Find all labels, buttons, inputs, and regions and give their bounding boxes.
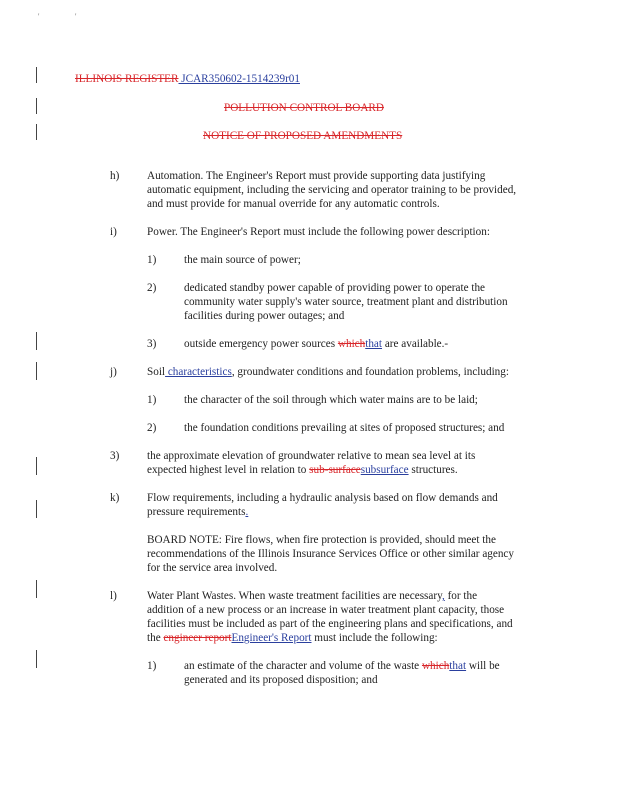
note-text: for the service area involved. bbox=[147, 562, 278, 574]
deleted-text: which bbox=[337, 338, 366, 350]
subitem-num: 3) bbox=[110, 450, 120, 462]
subitem-num: 2) bbox=[147, 282, 157, 294]
i2-line: facilities during power outages; and bbox=[184, 310, 345, 322]
item-label-l: l) bbox=[110, 590, 117, 602]
inserted-text: that bbox=[449, 660, 467, 672]
h-line: Automation. The Engineer's Report must provide supporting data justifying bbox=[147, 170, 486, 182]
h-line: and must provide for manual override for any automatic controls. bbox=[147, 198, 440, 210]
l1-line: generated and its proposed disposition; and bbox=[184, 674, 378, 686]
item-label-j: j) bbox=[110, 366, 117, 378]
inserted-text: , bbox=[441, 590, 445, 602]
subitem-num: 1) bbox=[147, 254, 157, 266]
deleted-text: sub-surface bbox=[309, 464, 361, 476]
board-note: BOARD NOTE: Fire flows, when fire protection is provided, should meet the bbox=[147, 534, 496, 546]
item-label-h: h) bbox=[110, 170, 120, 182]
l-post: for the bbox=[444, 590, 478, 602]
i-line: Power. The Engineer's Report must include the following power description: bbox=[147, 226, 490, 238]
register-deleted: ILLINOIS REGISTER bbox=[75, 73, 179, 85]
board-note bbox=[147, 561, 277, 576]
j2-line: the foundation conditions prevailing at sites of proposed structures; and bbox=[184, 422, 505, 434]
change-bar bbox=[36, 650, 37, 668]
l-line bbox=[147, 589, 477, 604]
inserted-text: Engineer's Report bbox=[231, 632, 312, 644]
l4-pre: the bbox=[147, 632, 164, 644]
j-post: , groundwater conditions and foundation problems, including: bbox=[231, 366, 509, 378]
item-label-i: i) bbox=[110, 226, 117, 238]
subitem-num: 2) bbox=[147, 422, 157, 434]
j-line bbox=[147, 365, 509, 380]
l-line: addition of a new process or an increase in water treatment plant capacity, those bbox=[147, 604, 505, 616]
l-line bbox=[147, 631, 438, 646]
change-bar bbox=[36, 457, 37, 475]
j-pre: Soil bbox=[147, 366, 166, 378]
scan-mark: ' bbox=[75, 12, 77, 21]
l1-pre: an estimate of the character and volume of the waste bbox=[184, 660, 422, 672]
inserted-text: subsurface bbox=[360, 464, 409, 476]
j3-line: the approximate elevation of groundwater relative to mean sea level at its bbox=[147, 450, 476, 462]
l1-line bbox=[184, 659, 500, 674]
change-bar bbox=[36, 580, 37, 598]
i3-post: are available.- bbox=[382, 338, 449, 350]
inserted-text: . bbox=[245, 506, 249, 518]
board-title: POLLUTION CONTROL BOARD bbox=[224, 102, 384, 114]
i3-pre: outside emergency power sources bbox=[184, 338, 338, 350]
l-line: facilities must be included as part of the engineering plans and specifications, and bbox=[147, 618, 513, 630]
scan-mark: ' bbox=[38, 12, 40, 21]
l4-post: must include the following: bbox=[311, 632, 438, 644]
j3-post: structures. bbox=[408, 464, 458, 476]
j1-line: the character of the soil through which water mains are to be laid; bbox=[184, 394, 478, 406]
change-bar bbox=[36, 362, 37, 380]
j3-pre: expected highest level in relation to bbox=[147, 464, 310, 476]
i3-line bbox=[184, 337, 448, 352]
inserted-text: characteristics bbox=[165, 366, 232, 378]
change-bar bbox=[36, 98, 37, 114]
k-line bbox=[147, 505, 248, 520]
register-line bbox=[75, 72, 300, 87]
i2-line: community water supply's water source, treatment plant and distribution bbox=[184, 296, 508, 308]
change-bar bbox=[36, 500, 37, 518]
deleted-text: which bbox=[421, 660, 450, 672]
deleted-text: engineer report bbox=[163, 632, 232, 644]
register-inserted: JCAR350602-1514239r01 bbox=[178, 73, 300, 85]
k-line: Flow requirements, including a hydraulic analysis based on flow demands and bbox=[147, 492, 498, 504]
j3-line bbox=[147, 463, 458, 478]
l1-post: will be bbox=[466, 660, 500, 672]
change-bar bbox=[36, 332, 37, 350]
l-pre: Water Plant Wastes. When waste treatment facilities are necessary bbox=[147, 590, 442, 602]
subitem-num: 3) bbox=[147, 338, 157, 350]
board-note: recommendations of the Illinois Insurance Services Office or other similar agency bbox=[147, 548, 514, 560]
k-text: pressure requirements bbox=[147, 506, 246, 518]
notice-title: NOTICE OF PROPOSED AMENDMENTS bbox=[203, 130, 403, 142]
change-bar bbox=[36, 67, 37, 83]
item-label-k: k) bbox=[110, 492, 120, 504]
h-line: automatic equipment, including the servicing and operator training to be provided, bbox=[147, 184, 517, 196]
change-bar bbox=[36, 124, 37, 140]
subitem-num: 1) bbox=[147, 394, 157, 406]
inserted-text: that bbox=[365, 338, 383, 350]
i1-line: the main source of power; bbox=[184, 254, 301, 266]
i2-line: dedicated standby power capable of providing power to operate the bbox=[184, 282, 486, 294]
subitem-num: 1) bbox=[147, 660, 157, 672]
